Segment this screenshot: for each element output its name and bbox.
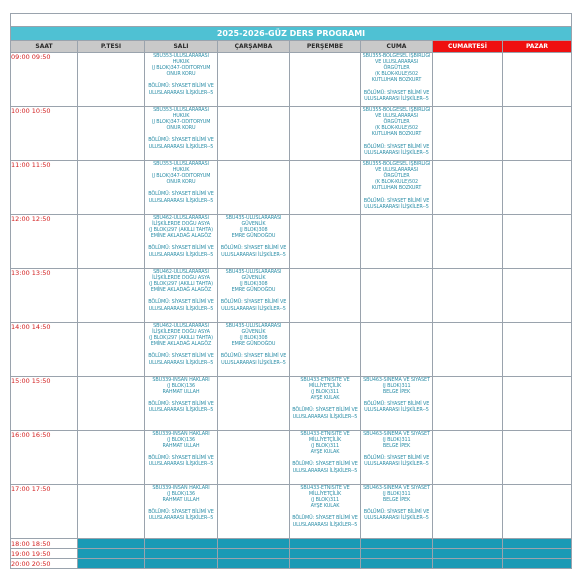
schedule-cell-persembe[interactable] (290, 107, 361, 161)
course-line: SBU463-SİNEMA VE SİYASET (363, 485, 430, 491)
evening-slot-row (11, 559, 572, 569)
course-line: ULUSLARARASI İLİŞKİLER--5 (292, 413, 358, 420)
schedule-table (10, 13, 572, 569)
course-line: ULUSLARARASI İLİŞKİLER--5 (221, 251, 286, 258)
time-cell[interactable]: 20:00 20:50 (11, 559, 78, 569)
course-line: ULUSLARARASI İLİŞKİLER--5 (148, 305, 214, 312)
course-line: BÖLÜMÜ: SİYASET BİLİMİ VE (363, 509, 430, 516)
course-line: (J BLOK)311 (382, 437, 411, 444)
course-line: SBU355-BÖLGESEL İŞBİRLİĞİ (362, 161, 431, 167)
course-line: (J BLOK)297 (AKILLI TAHTA) (149, 227, 213, 234)
course-line: SBU462-ULUSLARARASI (153, 215, 209, 221)
course-line: HUKUK (172, 59, 190, 66)
header-saat[interactable]: SAAT (11, 41, 78, 53)
course-line: ÖRGÜTLER (383, 119, 410, 126)
time-cell[interactable]: 15:00 15:50 (11, 377, 78, 431)
course-line: SBU433-ETNİSİTE VE (300, 431, 350, 437)
evening-cell[interactable] (290, 559, 361, 569)
course-line: BÖLÜMÜ: SİYASET BİLİMİ VE (363, 197, 430, 204)
course-line: ONUR KORU (166, 71, 196, 78)
schedule-cell-pazar[interactable] (503, 269, 572, 323)
course-line: (J BLOK)308 (239, 281, 268, 288)
course-entry (145, 323, 217, 376)
schedule-cell-persembe[interactable] (290, 269, 361, 323)
course-line: SBU435-ULUSLARARASI (225, 323, 282, 329)
schedule-cell-sali[interactable] (145, 53, 218, 107)
time-slot-row (11, 161, 572, 215)
time-slot-row (11, 323, 572, 377)
schedule-cell-pazartesi[interactable] (78, 323, 145, 377)
course-line: ULUSLARARASI İLİŞKİLER--5 (364, 461, 429, 468)
course-line: (J BLOK)347-ODITORYUM (151, 119, 211, 126)
course-line: (J BLOK)347-ODITORYUM (151, 173, 211, 180)
schedule-cell-pazartesi[interactable] (78, 215, 145, 269)
course-line: GÜVENLİK (241, 275, 266, 282)
course-line: SBU463-SİNEMA VE SİYASET (363, 431, 430, 437)
course-line: SBU353-ULUSLARARASI (153, 107, 209, 113)
schedule-cell-cuma[interactable] (361, 431, 433, 485)
course-line: EMİNE AKLADAĞ ALAGÖZ (150, 341, 212, 348)
course-line: SBU353-ULUSLARARASI (153, 53, 209, 59)
time-cell[interactable]: 16:00 16:50 (11, 431, 78, 485)
schedule-cell-cuma[interactable] (361, 161, 433, 215)
course-line: ULUSLARARASI İLİŞKİLER--5 (148, 251, 214, 258)
course-line: (J BLOK)297 (AKILLI TAHTA) (149, 335, 213, 342)
evening-cell[interactable] (218, 539, 290, 549)
evening-cell[interactable] (433, 539, 503, 549)
schedule-cell-sali[interactable] (145, 269, 218, 323)
schedule-cell-cuma[interactable] (361, 377, 433, 431)
schedule-cell-cuma[interactable] (361, 215, 433, 269)
time-slot-row (11, 377, 572, 431)
course-line: GÜVENLİK (241, 329, 266, 336)
time-cell[interactable]: 18:00 18:50 (11, 539, 78, 549)
schedule-cell-sali[interactable] (145, 161, 218, 215)
schedule-cell-sali[interactable] (145, 485, 218, 539)
schedule-cell-carsamba[interactable] (218, 485, 290, 539)
course-line: AYŞE KULAK (310, 503, 340, 510)
course-line: (J BLOK)347-ODITORYUM (151, 65, 211, 72)
schedule-cell-persembe[interactable] (290, 485, 361, 539)
course-line: BÖLÜMÜ: SİYASET BİLİMİ VE (148, 245, 214, 252)
course-entry (290, 431, 360, 484)
course-line: EMİNE AKLADAĞ ALAGÖZ (150, 287, 212, 294)
schedule-cell-carsamba[interactable] (218, 53, 290, 107)
course-line: VE ULUSLARARASI (374, 59, 419, 66)
course-line: İLİŞKİLERDE DOĞU ASYA (152, 221, 210, 228)
course-line: BÖLÜMÜ: SİYASET BİLİMİ VE (220, 299, 287, 306)
course-line: BÖLÜMÜ: SİYASET BİLİMİ VE (148, 191, 214, 198)
evening-cell[interactable] (433, 549, 503, 559)
evening-cell[interactable] (145, 559, 218, 569)
schedule-cell-sali[interactable] (145, 107, 218, 161)
course-line: (K BLOK-KULE)502 (375, 179, 418, 186)
schedule-cell-carsamba[interactable] (218, 431, 290, 485)
schedule-cell-cumartesi[interactable] (433, 107, 503, 161)
evening-cell[interactable] (78, 559, 145, 569)
schedule-cell-carsamba[interactable] (218, 107, 290, 161)
blank-cell[interactable] (11, 14, 572, 27)
course-line: SBU462-ULUSLARARASI (153, 269, 209, 275)
course-entry (145, 215, 217, 268)
schedule-cell-cuma[interactable] (361, 53, 433, 107)
schedule-cell-cumartesi[interactable] (433, 269, 503, 323)
course-line: (J BLOK)311 (382, 491, 411, 498)
course-line: RAHMAT ULLAH (162, 389, 200, 396)
schedule-cell-cumartesi[interactable] (433, 431, 503, 485)
time-cell[interactable]: 09:00 09:50 (11, 53, 78, 107)
course-line: ULUSLARARASI İLİŞKİLER--5 (364, 407, 429, 414)
schedule-cell-cuma[interactable] (361, 269, 433, 323)
course-line: SBU462-ULUSLARARASI (153, 323, 209, 329)
evening-cell[interactable] (290, 539, 361, 549)
time-cell[interactable]: 11:00 11:50 (11, 161, 78, 215)
course-line: ULUSLARARASI İLİŞKİLER--5 (292, 467, 358, 474)
schedule-cell-cumartesi[interactable] (433, 215, 503, 269)
course-line: ULUSLARARASI İLİŞKİLER--5 (221, 359, 286, 366)
course-line: BÖLÜMÜ: SİYASET BİLİMİ VE (292, 407, 358, 414)
schedule-cell-carsamba[interactable] (218, 269, 290, 323)
schedule-cell-sali[interactable] (145, 323, 218, 377)
time-cell[interactable]: 12:00 12:50 (11, 215, 78, 269)
time-cell[interactable]: 10:00 10:50 (11, 107, 78, 161)
course-line: HUKUK (172, 113, 190, 120)
schedule-cell-persembe[interactable] (290, 215, 361, 269)
course-line: (J BLOK)311 (310, 497, 339, 504)
schedule-cell-carsamba[interactable] (218, 161, 290, 215)
evening-cell[interactable] (145, 549, 218, 559)
header-persembe[interactable]: PERŞEMBE (290, 41, 361, 53)
course-line: BELGE İPEK (382, 389, 411, 396)
course-line: (J BLOK)136 (166, 383, 195, 390)
course-line: BÖLÜMÜ: SİYASET BİLİMİ VE (292, 515, 358, 522)
schedule-cell-cuma[interactable] (361, 485, 433, 539)
course-line: SBU435-ULUSLARARASI (225, 215, 282, 221)
course-line: BÖLÜMÜ: SİYASET BİLİMİ VE (363, 455, 430, 462)
course-entry (145, 107, 217, 160)
course-entry (290, 485, 360, 538)
course-line: SBU355-BÖLGESEL İŞBİRLİĞİ (362, 53, 431, 59)
course-entry (145, 269, 217, 322)
course-line: SBU339-İNSAN HAKLARI (152, 377, 210, 383)
course-entry (361, 107, 432, 160)
header-row (11, 41, 572, 53)
course-line: (J BLOK)311 (310, 443, 339, 450)
course-line: KUTLUHAN BOZKURT (371, 185, 422, 192)
schedule-title[interactable]: 2025-2026-GÜZ DERS PROGRAMI (11, 27, 572, 41)
schedule-cell-persembe[interactable] (290, 53, 361, 107)
course-line: ÖRGÜTLER (383, 65, 410, 72)
time-slot-row (11, 485, 572, 539)
course-line: ULUSLARARASI İLİŞKİLER--5 (364, 515, 429, 522)
evening-cell[interactable] (145, 539, 218, 549)
evening-cell[interactable] (218, 559, 290, 569)
course-line: SBU433-ETNİSİTE VE (300, 377, 350, 383)
course-line: AYŞE KULAK (310, 449, 340, 456)
schedule-cell-cumartesi[interactable] (433, 161, 503, 215)
course-entry (145, 431, 217, 484)
course-entry (218, 323, 289, 376)
course-entry (145, 377, 217, 430)
course-line: ULUSLARARASI İLİŞKİLER--5 (148, 143, 214, 150)
schedule-cell-pazar[interactable] (503, 431, 572, 485)
course-line: (K BLOK-KULE)502 (375, 71, 418, 78)
schedule-cell-carsamba[interactable] (218, 323, 290, 377)
course-line: MİLLİYETÇİLİK (308, 491, 342, 498)
course-line: BÖLÜMÜ: SİYASET BİLİMİ VE (148, 455, 214, 462)
course-entry (218, 215, 289, 268)
time-cell[interactable]: 14:00 14:50 (11, 323, 78, 377)
evening-cell[interactable] (361, 559, 433, 569)
schedule-cell-pazartesi[interactable] (78, 107, 145, 161)
schedule-cell-pazar[interactable] (503, 485, 572, 539)
course-line: (J BLOK)308 (239, 335, 268, 342)
course-line: SBU433-ETNİSİTE VE (300, 485, 350, 491)
schedule-cell-pazar[interactable] (503, 161, 572, 215)
schedule-cell-cumartesi[interactable] (433, 53, 503, 107)
course-entry (361, 377, 432, 430)
course-line: ULUSLARARASI İLİŞKİLER--5 (148, 407, 214, 414)
course-line: VE ULUSLARARASI (374, 113, 419, 120)
course-entry (361, 53, 432, 106)
evening-cell[interactable] (218, 549, 290, 559)
schedule-cell-pazar[interactable] (503, 53, 572, 107)
course-line: RAHMAT ULLAH (162, 443, 200, 450)
course-line: BÖLÜMÜ: SİYASET BİLİMİ VE (220, 245, 287, 252)
schedule-cell-pazar[interactable] (503, 323, 572, 377)
course-line: (J BLOK)311 (310, 389, 339, 396)
time-slot-row (11, 53, 572, 107)
course-entry (145, 161, 217, 214)
course-line: BÖLÜMÜ: SİYASET BİLİMİ VE (292, 461, 358, 468)
course-line: BÖLÜMÜ: SİYASET BİLİMİ VE (363, 89, 430, 96)
course-entry (145, 485, 217, 538)
schedule-cell-carsamba[interactable] (218, 215, 290, 269)
course-entry (361, 485, 432, 538)
course-line: BELGE İPEK (382, 443, 411, 450)
evening-slot-row (11, 539, 572, 549)
evening-cell[interactable] (503, 559, 572, 569)
schedule-cell-cumartesi[interactable] (433, 323, 503, 377)
course-line: ULUSLARARASI İLİŞKİLER--5 (148, 359, 214, 366)
course-line: ULUSLARARASI İLİŞKİLER--5 (364, 203, 429, 210)
schedule-cell-sali[interactable] (145, 377, 218, 431)
schedule-cell-sali[interactable] (145, 215, 218, 269)
schedule-cell-pazartesi[interactable] (78, 377, 145, 431)
schedule-cell-pazartesi[interactable] (78, 53, 145, 107)
course-line: İLİŞKİLERDE DOĞU ASYA (152, 329, 210, 336)
course-line: ULUSLARARASI İLİŞKİLER--5 (292, 521, 358, 528)
course-line: (J BLOK)311 (382, 383, 411, 390)
course-entry (145, 53, 217, 106)
course-line: (K BLOK-KULE)502 (375, 125, 418, 132)
schedule-cell-cuma[interactable] (361, 323, 433, 377)
schedule-cell-cuma[interactable] (361, 107, 433, 161)
course-line: SBU435-ULUSLARARASI (225, 269, 282, 275)
schedule-cell-cumartesi[interactable] (433, 377, 503, 431)
course-entry (361, 161, 432, 214)
course-line: GÜVENLİK (241, 221, 266, 228)
time-cell[interactable]: 19:00 19:50 (11, 549, 78, 559)
evening-cell[interactable] (361, 549, 433, 559)
course-line: SBU339-İNSAN HAKLARI (152, 485, 210, 491)
course-line: EMRE GÜNDOĞDU (231, 233, 276, 240)
course-line: ULUSLARARASI İLİŞKİLER--5 (221, 305, 286, 312)
course-line: (J BLOK)136 (166, 437, 195, 444)
evening-cell[interactable] (503, 549, 572, 559)
course-line: BÖLÜMÜ: SİYASET BİLİMİ VE (148, 299, 214, 306)
time-slot-row (11, 431, 572, 485)
schedule-cell-persembe[interactable] (290, 323, 361, 377)
header-carsamba[interactable]: ÇARŞAMBA (218, 41, 290, 53)
evening-cell[interactable] (78, 539, 145, 549)
course-line: SBU339-İNSAN HAKLARI (152, 431, 210, 437)
course-entry (361, 431, 432, 484)
course-line: KUTLUHAN BOZKURT (371, 77, 422, 84)
course-line: ULUSLARARASI İLİŞKİLER--5 (364, 95, 429, 102)
course-line: (J BLOK)297 (AKILLI TAHTA) (149, 281, 213, 288)
schedule-cell-sali[interactable] (145, 431, 218, 485)
course-line: KUTLUHAN BOZKURT (371, 131, 422, 138)
course-line: BÖLÜMÜ: SİYASET BİLİMİ VE (363, 401, 430, 408)
schedule-cell-pazar[interactable] (503, 107, 572, 161)
time-slot-row (11, 107, 572, 161)
course-line: ULUSLARARASI İLİŞKİLER--5 (148, 197, 214, 204)
course-line: BÖLÜMÜ: SİYASET BİLİMİ VE (220, 353, 287, 360)
time-slot-row (11, 215, 572, 269)
course-line: İLİŞKİLERDE DOĞU ASYA (152, 275, 210, 282)
course-line: SBU353-ULUSLARARASI (153, 161, 209, 167)
evening-cell[interactable] (290, 549, 361, 559)
evening-cell[interactable] (503, 539, 572, 549)
time-slot-row (11, 269, 572, 323)
schedule-cell-persembe[interactable] (290, 161, 361, 215)
evening-cell[interactable] (433, 559, 503, 569)
course-entry (218, 269, 289, 322)
course-line: MİLLİYETÇİLİK (308, 383, 342, 390)
course-line: MİLLİYETÇİLİK (308, 437, 342, 444)
header-pazar[interactable]: PAZAR (503, 41, 572, 53)
course-line: VE ULUSLARARASI (374, 167, 419, 174)
course-line: ULUSLARARASI İLİŞKİLER--5 (364, 149, 429, 156)
header-pazartesi[interactable]: P.TESI (78, 41, 145, 53)
schedule-cell-pazar[interactable] (503, 215, 572, 269)
schedule-cell-pazar[interactable] (503, 377, 572, 431)
schedule-cell-carsamba[interactable] (218, 377, 290, 431)
course-entry (290, 377, 360, 430)
course-line: HUKUK (172, 167, 190, 174)
evening-slot-row (11, 549, 572, 559)
course-line: ONUR KORU (166, 125, 196, 132)
time-cell[interactable]: 17:00 17:50 (11, 485, 78, 539)
course-line: ULUSLARARASI İLİŞKİLER--5 (148, 461, 214, 468)
course-line: (J BLOK)136 (166, 491, 195, 498)
course-line: ÖRGÜTLER (383, 173, 410, 180)
header-sali[interactable]: SALI (145, 41, 218, 53)
schedule-cell-pazartesi[interactable] (78, 161, 145, 215)
course-line: BÖLÜMÜ: SİYASET BİLİMİ VE (148, 353, 214, 360)
schedule-cell-persembe[interactable] (290, 377, 361, 431)
header-cuma[interactable]: CUMA (361, 41, 433, 53)
course-line: BELGE İPEK (382, 497, 411, 504)
schedule-cell-persembe[interactable] (290, 431, 361, 485)
evening-cell[interactable] (78, 549, 145, 559)
course-line: SBU355-BÖLGESEL İŞBİRLİĞİ (362, 107, 431, 113)
title-row (11, 27, 572, 41)
evening-cell[interactable] (361, 539, 433, 549)
course-line: AYŞE KULAK (310, 395, 340, 402)
course-line: BÖLÜMÜ: SİYASET BİLİMİ VE (363, 143, 430, 150)
time-cell[interactable]: 13:00 13:50 (11, 269, 78, 323)
course-line: EMİNE AKLADAĞ ALAGÖZ (150, 233, 212, 240)
course-line: SBU463-SİNEMA VE SİYASET (363, 377, 430, 383)
schedule-cell-pazartesi[interactable] (78, 485, 145, 539)
course-line: EMRE GÜNDOĞDU (231, 341, 276, 348)
course-line: ULUSLARARASI İLİŞKİLER--5 (148, 515, 214, 522)
course-line: EMRE GÜNDOĞDU (231, 287, 276, 294)
course-line: BÖLÜMÜ: SİYASET BİLİMİ VE (148, 83, 214, 90)
course-line: ULUSLARARASI İLİŞKİLER--5 (148, 89, 214, 96)
course-line: RAHMAT ULLAH (162, 497, 200, 504)
schedule-cell-pazartesi[interactable] (78, 269, 145, 323)
course-line: BÖLÜMÜ: SİYASET BİLİMİ VE (148, 509, 214, 516)
course-line: BÖLÜMÜ: SİYASET BİLİMİ VE (148, 137, 214, 144)
course-line: (J BLOK)308 (239, 227, 268, 234)
course-line: ONUR KORU (166, 179, 196, 186)
schedule-cell-pazartesi[interactable] (78, 431, 145, 485)
blank-top-row (11, 14, 572, 27)
header-cumartesi[interactable]: CUMARTESİ (433, 41, 503, 53)
course-line: BÖLÜMÜ: SİYASET BİLİMİ VE (148, 401, 214, 408)
schedule-cell-cumartesi[interactable] (433, 485, 503, 539)
